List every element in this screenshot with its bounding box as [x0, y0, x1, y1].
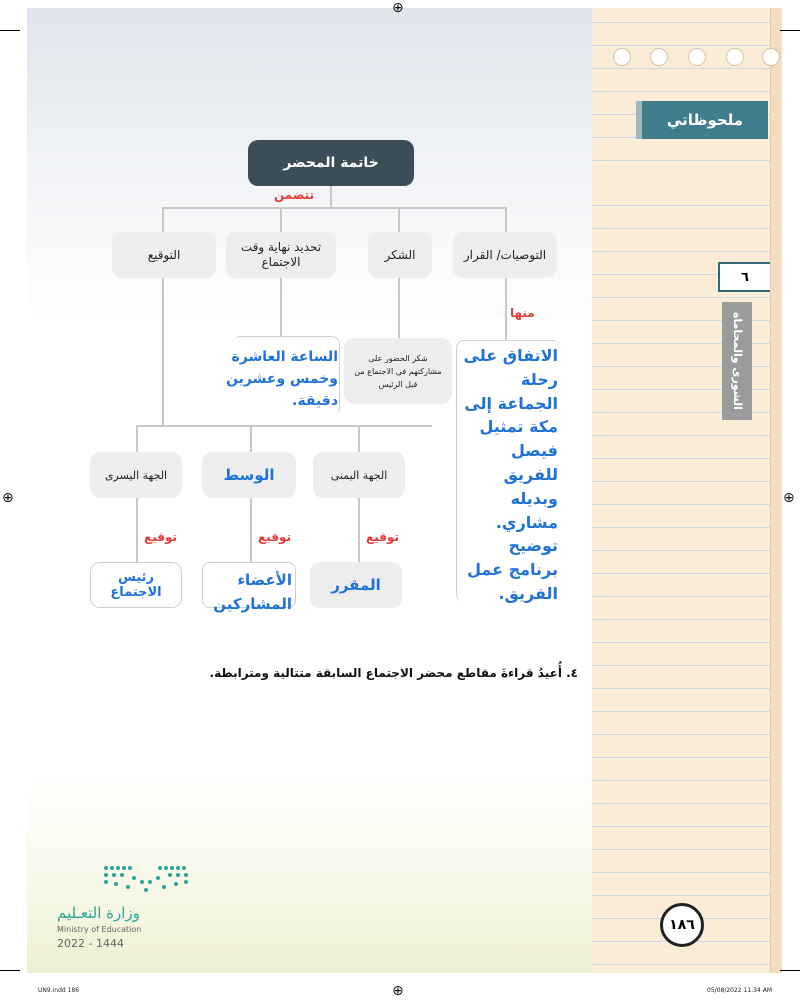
connector	[398, 207, 400, 232]
answer-line: دقيقة.	[292, 393, 338, 409]
connector	[136, 425, 138, 452]
answer-line: برنامج عمل	[467, 560, 558, 580]
signer-members: الأعضاء المشاركين	[213, 571, 292, 613]
recommend-caption: منها	[510, 306, 535, 320]
crop-mark	[780, 970, 800, 971]
connector	[330, 186, 332, 208]
time-answer	[226, 346, 338, 412]
connector	[162, 278, 164, 426]
sign-caption: توقيع	[258, 530, 291, 544]
connector	[162, 207, 164, 232]
thanks-line: مشاركتهم في الاجتماع من	[354, 366, 442, 376]
signer-chair: رئيس الاجتماع	[90, 562, 182, 608]
registration-mark-icon: ⊕	[392, 0, 404, 16]
sign-side-right: الجهة اليمنى	[313, 452, 405, 498]
connector	[280, 278, 282, 336]
connector	[280, 207, 282, 232]
node-thanks: الشكر	[368, 232, 432, 278]
answer-line: وخمس وعشرين	[226, 371, 338, 387]
diagram-root: خاتمة المحضر	[248, 140, 414, 186]
registration-mark-icon: ⊕	[2, 490, 14, 506]
connector	[136, 425, 432, 427]
answer-line: الفريق.	[498, 583, 558, 603]
connector	[358, 498, 360, 562]
ministry-year: 2022 - 1444	[57, 937, 124, 950]
signer-recorder: المقرر	[310, 562, 402, 608]
notes-tab-title: ملحوظاتي	[636, 101, 768, 139]
sign-side-middle: الوسط	[202, 452, 296, 498]
ministry-name-arabic: وزارة التعـليم	[57, 904, 140, 922]
thanks-line: شكر الحضور على	[368, 353, 428, 363]
answer-line: مشاري.	[495, 512, 558, 532]
ministry-logo-icon	[100, 862, 190, 898]
root-caption: تتضمن	[274, 188, 315, 202]
binder-hole	[613, 48, 631, 66]
unit-number: ٦	[718, 262, 770, 292]
thanks-line: قبل الرئيس	[378, 379, 418, 389]
crop-mark	[0, 30, 20, 31]
binder-hole	[726, 48, 744, 66]
notebook-edge	[770, 8, 782, 973]
answer-line: فيصل للفريق	[503, 441, 558, 484]
registration-mark-icon: ⊕	[392, 983, 404, 999]
node-signature: التوقيع	[112, 232, 216, 278]
binder-hole	[688, 48, 706, 66]
crop-mark	[0, 970, 20, 971]
connector	[136, 498, 138, 562]
notebook-sidebar	[592, 8, 770, 973]
footer-timestamp: 05/08/2022 11:34 AM	[707, 987, 772, 994]
registration-mark-icon: ⊕	[783, 490, 795, 506]
crop-mark	[780, 30, 800, 31]
connector	[162, 207, 506, 209]
answer-line: مكة تمثيل	[479, 417, 558, 437]
recommend-answer	[458, 344, 558, 606]
sign-caption: توقيع	[366, 530, 399, 544]
answer-line: الاتفاق على	[463, 346, 558, 365]
node-recommendations: التوصيات/ القرار	[453, 232, 557, 278]
connector	[250, 498, 252, 562]
connector	[505, 207, 507, 232]
answer-line: الجماعة إلى	[464, 393, 558, 413]
page-number: ١٨٦	[660, 903, 704, 947]
answer-line: رحلة	[521, 369, 558, 389]
answer-line: الساعة العاشرة	[231, 349, 338, 365]
unit-name-tab: الشورى والمحاماة	[722, 302, 752, 420]
binder-hole	[650, 48, 668, 66]
footer-file: UN9.indd 186	[38, 987, 80, 994]
connector	[398, 278, 400, 338]
ministry-name-english: Ministry of Education	[57, 925, 142, 934]
binder-hole	[762, 48, 780, 66]
sign-side-left: الجهة اليسرى	[90, 452, 182, 498]
sign-caption: توقيع	[144, 530, 177, 544]
connector	[505, 278, 507, 340]
answer-line: وبديله	[510, 488, 558, 508]
thanks-text	[344, 338, 452, 404]
connector	[250, 425, 252, 452]
answer-line: توضيح	[508, 536, 558, 556]
node-meeting-end-time: تحديد نهاية وقت الاجتماع	[226, 232, 336, 278]
question-text: ٤. أُعيدُ قراءةَ مقاطع محضر الاجتماع السابقة متتالية ومترابطة.	[209, 666, 578, 680]
connector	[358, 425, 360, 452]
